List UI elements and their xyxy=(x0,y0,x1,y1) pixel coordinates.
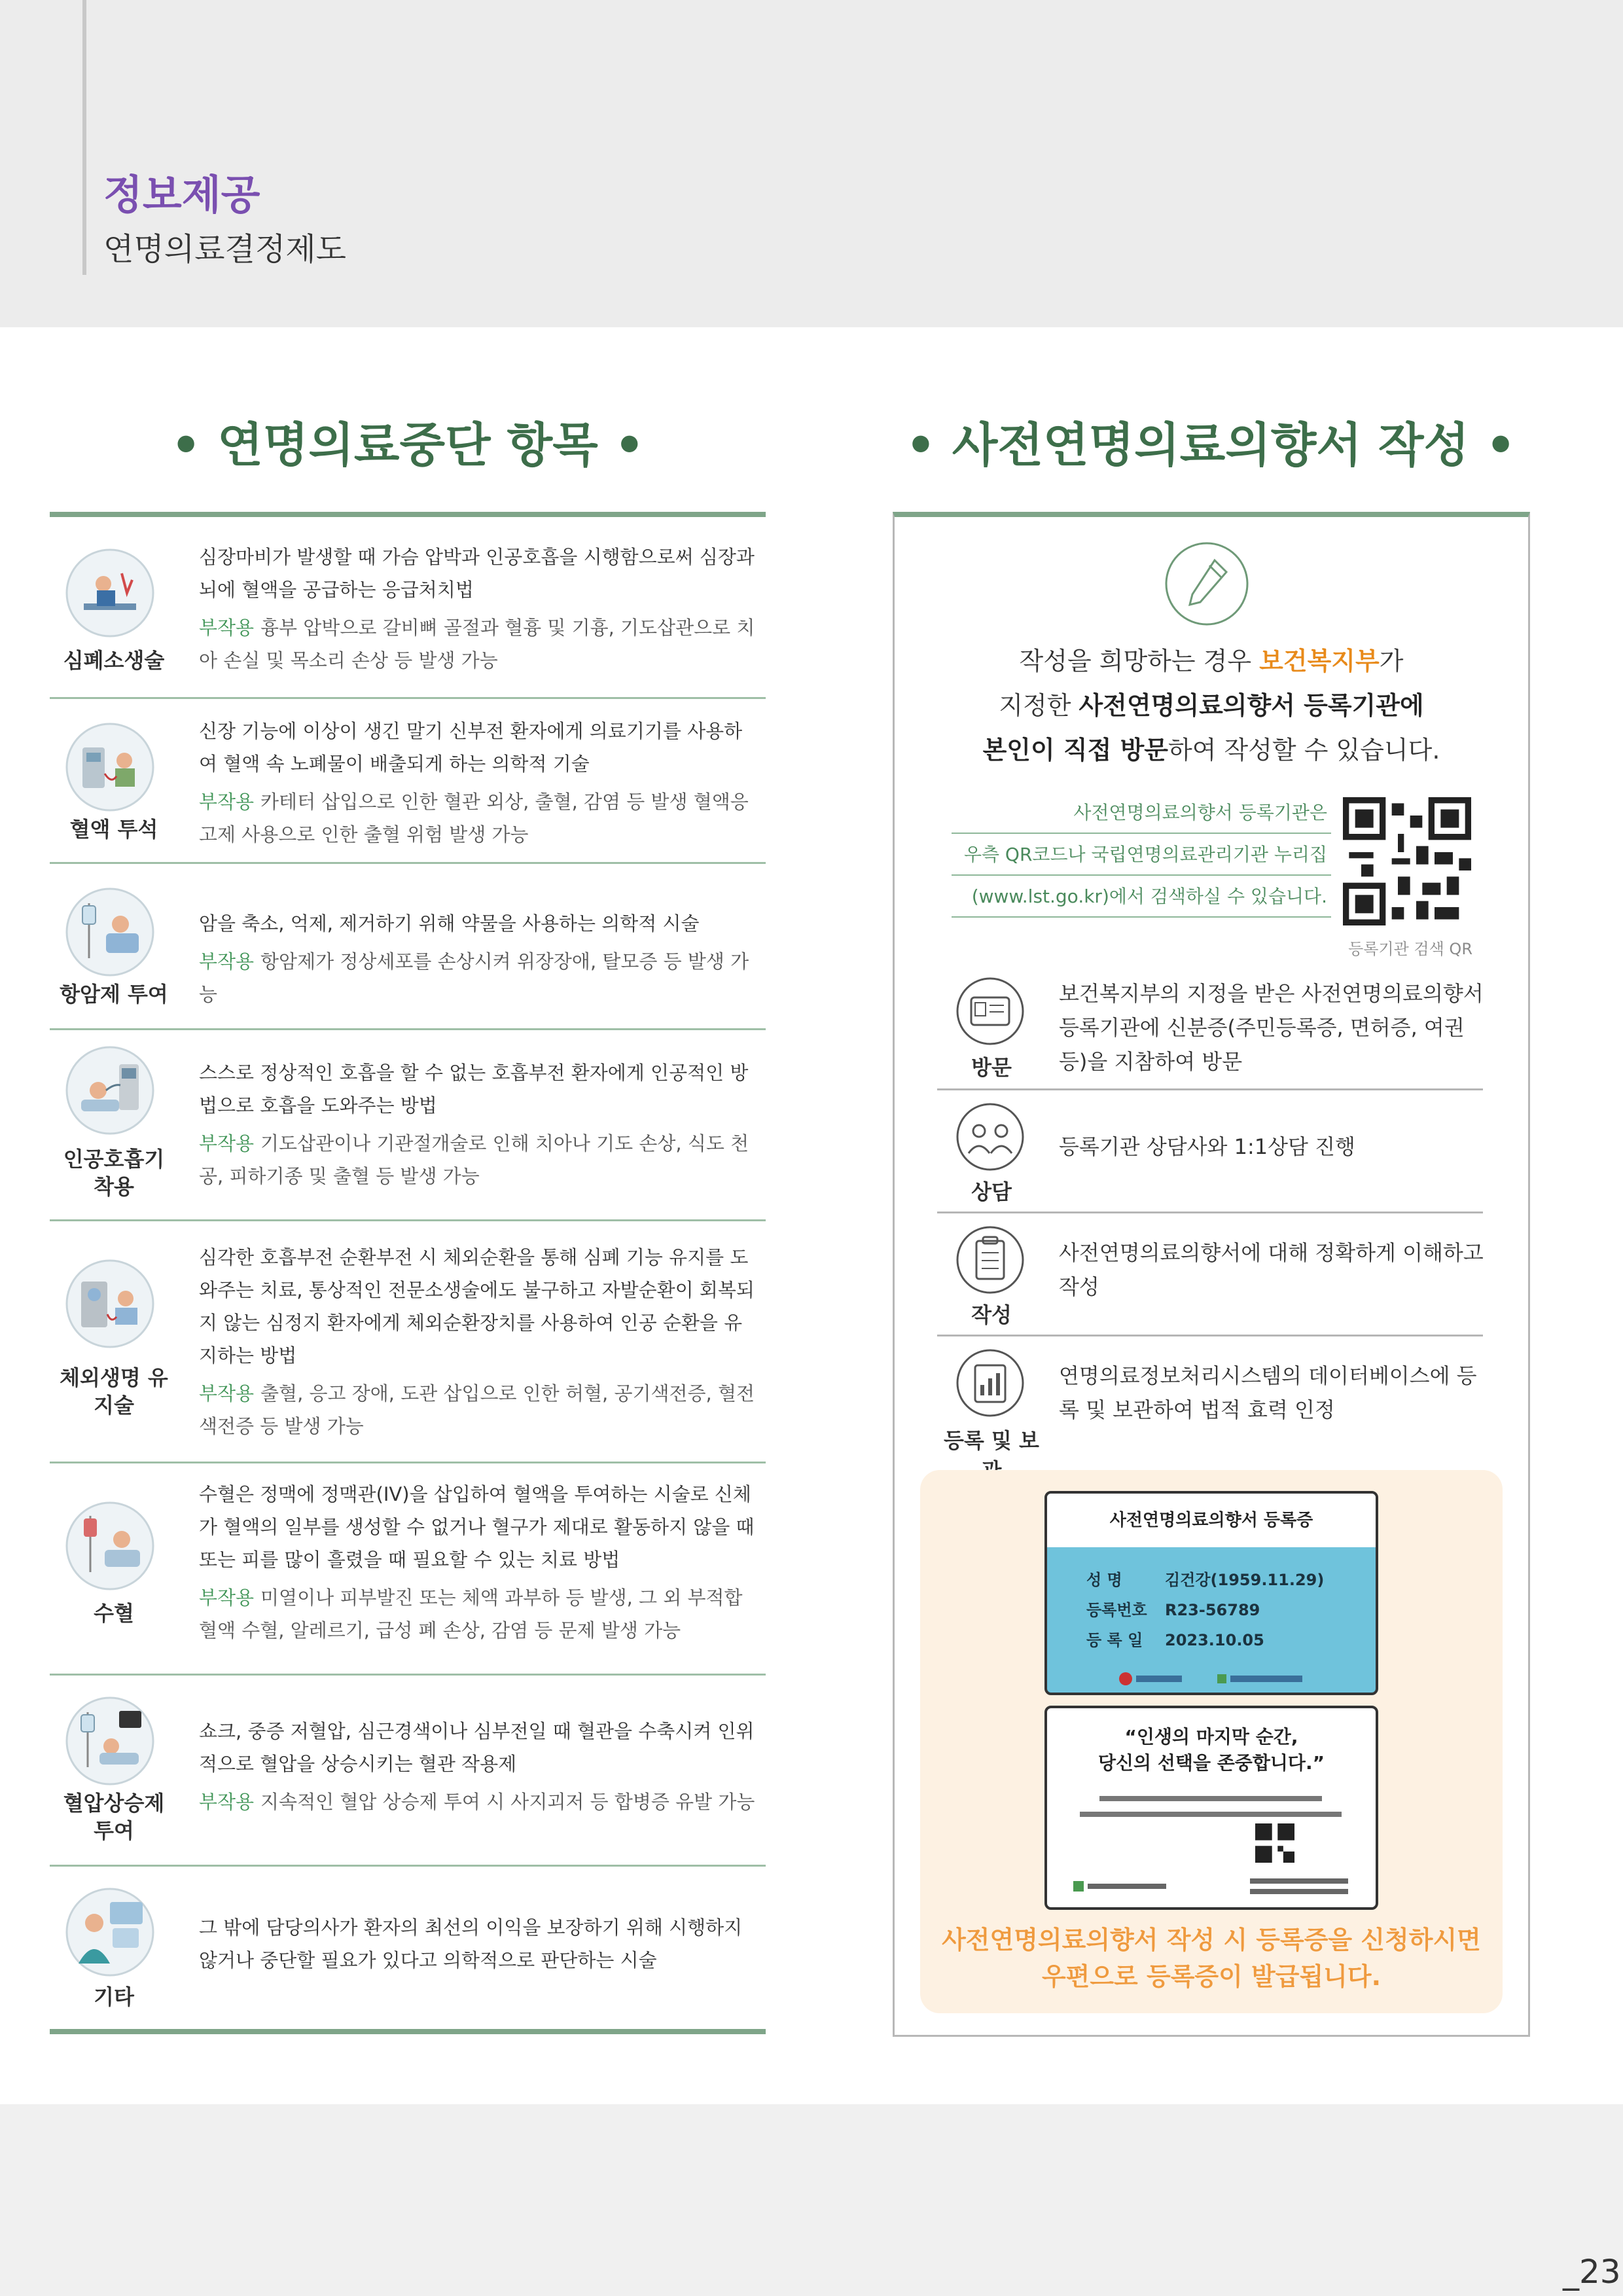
list-item-cpr xyxy=(50,517,766,699)
left-bottom-rule xyxy=(50,2029,766,2034)
item-desc: 쇼크, 중증 저혈압, 심근경색이나 심부전일 때 혈관을 수축시켜 인위적으로 혈압을 상승시키는 혈관 작용제 부작용 지속적인 혈압 상승제 투여 시 사지괴저 등 합병증 유발 가능 xyxy=(199,1720,755,1813)
list-item-ventilator xyxy=(50,1030,766,1221)
qr-caption: 등록기관 검색 QR xyxy=(1348,940,1472,958)
section-subtitle: 연명의료결정제도 xyxy=(103,231,346,268)
step-label: 작성 xyxy=(971,1302,1012,1327)
right-column-title: • 사전연명의료의향서 작성 • xyxy=(905,418,1516,473)
step-text: 연명의료정보처리시스템의 데이터베이스에 등록 및 보관하여 법적 효력 인정 xyxy=(1059,1363,1477,1422)
step-label: 등록 및 보 xyxy=(944,1428,1039,1453)
item-label: 혈압상승제 투여 xyxy=(63,1791,165,1843)
chemotherapy-icon xyxy=(64,886,156,978)
card-footer-strip xyxy=(1073,1873,1355,1899)
qr-line: 우측 QR코드나 국립연명의료관리기관 누리집 xyxy=(952,834,1331,876)
database-icon xyxy=(954,1347,1026,1419)
qr-line: 사전연명의료의향서 등록기관은 xyxy=(952,792,1331,834)
consultation-icon xyxy=(954,1101,1026,1173)
doctor-icon xyxy=(64,1886,156,1978)
item-desc: 그 밖에 담당의사가 환자의 최선의 이익을 보장하기 위해 시행하지 않거나 중단할 필요가 있다고 의학적으로 판단하는 시술 xyxy=(199,1916,743,1971)
item-label: 항암제 투여 xyxy=(60,982,168,1007)
card-fine-print xyxy=(1073,1787,1348,1826)
list-item-dialysis xyxy=(50,699,766,864)
registration-card-back xyxy=(1044,1706,1378,1910)
qr-line: (www.lst.go.kr)에서 검색하실 수 있습니다. xyxy=(952,876,1331,918)
step-write xyxy=(937,1213,1483,1336)
clipboard-icon xyxy=(954,1224,1026,1296)
intro-text: 작성을 희망하는 경우 보건복지부가 지정한 사전연명의료의향서 등록기관에 본인이 직접 방문하여 작성할 수 있습니다. xyxy=(982,647,1440,764)
pen-icon xyxy=(1164,541,1250,627)
item-desc: 심각한 호흡부전 순환부전 시 체외순환을 통해 심폐 기능 유지를 도와주는 치료, 통상적인 전문소생술에도 불구하고 자발순환이 회복되지 않는 심정지 환자에게 체외순환장치를 사용하여 인공 순환을 유지하는 방법 부작용 출혈, 응고 장애, 도관 삽입으로 인한 허혈, 공기색전증, 혈전색전증 등 발생 가능 xyxy=(199,1246,755,1437)
item-label: 심폐소생술 xyxy=(63,648,165,673)
step-register xyxy=(937,1336,1483,1461)
list-item-ecmo xyxy=(50,1221,766,1463)
ecmo-icon xyxy=(64,1258,156,1350)
card-quote: “인생의 마지막 순간, 당신의 선택을 존중합니다.” xyxy=(1097,1726,1325,1774)
qr-code-icon[interactable] xyxy=(1343,797,1471,925)
list-item-vasopressor xyxy=(50,1676,766,1867)
list-item-other xyxy=(50,1867,766,2029)
item-label: 기타 xyxy=(94,1984,134,2009)
qr-instructions xyxy=(952,792,1331,918)
transfusion-icon xyxy=(64,1500,156,1592)
step-visit xyxy=(937,962,1483,1090)
vasopressor-icon xyxy=(64,1695,156,1787)
header-rule xyxy=(82,0,86,275)
item-desc: 신장 기능에 이상이 생긴 말기 신부전 환자에게 의료기기를 사용하여 혈액 속 노폐물이 배출되게 하는 의학적 기술 부작용 카테터 삽입으로 인한 혈관 외상, 출혈, 감염 등 발생 혈액응고제 사용으로 인한 출혈 위험 발생 가능 xyxy=(199,720,749,846)
item-label: 수혈 xyxy=(94,1601,134,1626)
item-label: 인공호흡기 착용 xyxy=(63,1147,165,1199)
list-item-transfusion xyxy=(50,1463,766,1676)
card-number-row: 등록번호 R23-56789 xyxy=(1086,1601,1260,1619)
dialysis-icon xyxy=(64,721,156,813)
item-desc: 암을 축소, 억제, 제거하기 위해 약물을 사용하는 의학적 시술 부작용 항암제가 정상세포를 손상시켜 위장장애, 탈모증 등 발생 가능 xyxy=(199,912,749,1005)
step-text: 사전연명의료의향서에 대해 정확하게 이해하고 작성 xyxy=(1059,1240,1484,1299)
step-label: 상담 xyxy=(971,1179,1012,1204)
step-label: 방문 xyxy=(971,1055,1012,1080)
certificate-note: 사전연명의료의향서 작성 시 등록증을 신청하시면 우편으로 등록증이 발급됩니다. xyxy=(942,1926,1481,1991)
card-date-row: 등 록 일 2023.10.05 xyxy=(1086,1631,1264,1649)
step-text: 보건복지부의 지정을 받은 사전연명의료의향서 등록기관에 신분증(주민등록증, 면허증, 여권 등)을 지참하여 방문 xyxy=(1059,981,1484,1074)
step-text: 등록기관 상담사와 1:1상담 진행 xyxy=(1059,1134,1355,1159)
step-consult xyxy=(937,1090,1483,1213)
list-item-chemotherapy xyxy=(50,864,766,1030)
item-label: 체외생명 유지술 xyxy=(60,1365,168,1418)
item-desc: 심장마비가 발생할 때 가슴 압박과 인공호흡을 시행함으로써 심장과 뇌에 혈액을 공급하는 응급처치법 부작용 흉부 압박으로 갈비뼈 골절과 혈흉 및 기흉, 기도삽관으로 치아 손실 및 목소리 손상 등 발생 가능 xyxy=(199,546,755,672)
item-desc: 수혈은 정맥에 정맥관(IV)을 삽입하여 혈액을 투여하는 시술로 신체가 혈액의 일부를 생성할 수 없거나 혈구가 제대로 활동하지 않을 때 또는 피를 많이 흘렸을 때 필요할 수 있는 치료 방법 부작용 미열이나 피부발진 또는 체액 과부하 등 발생, 그 외 부적합 혈액 수혈, 알레르기, 급성 폐 손상, 감염 등 문제 발생 가능 xyxy=(199,1483,755,1641)
left-column-title: • 연명의료중단 항목 • xyxy=(171,418,645,473)
card-qr-icon xyxy=(1255,1823,1294,1863)
section-title: 정보제공 xyxy=(103,171,260,219)
left-top-rule xyxy=(50,512,766,517)
registration-card xyxy=(1044,1491,1378,1695)
item-desc: 스스로 정상적인 호흡을 할 수 없는 호흡부전 환자에게 인공적인 방법으로 호흡을 도와주는 방법 부작용 기도삽관이나 기관절개술로 인해 치아나 기도 손상, 식도 천공, 피하기종 및 출혈 등 발생 가능 xyxy=(199,1062,749,1187)
id-card-icon xyxy=(954,975,1026,1047)
ventilator-icon xyxy=(64,1045,156,1136)
item-label: 혈액 투석 xyxy=(69,817,158,842)
page-number: _23 xyxy=(1563,2253,1621,2291)
cpr-icon xyxy=(64,547,156,639)
card-logo-strip xyxy=(1047,1665,1376,1693)
card-name-row: 성 명 김건강(1959.11.29) xyxy=(1086,1571,1325,1589)
card-title: 사전연명의료의향서 등록증 xyxy=(1047,1494,1376,1547)
